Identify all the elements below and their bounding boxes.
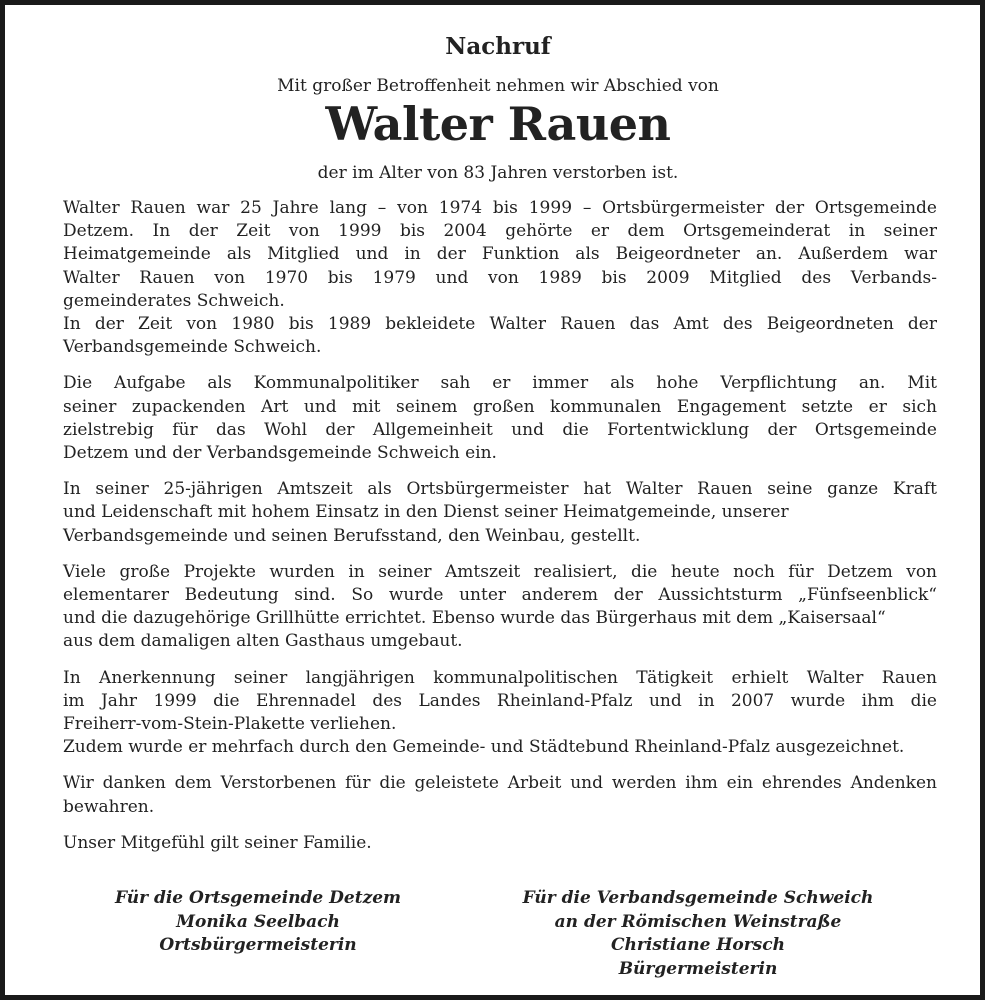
text-line: und die dazugehörige Grillhütte errichtet. Ebenso wurde das Bürgerhaus mit dem „Kaisersaal“ xyxy=(63,608,886,629)
signature-role: Ortsbürgermeisterin xyxy=(159,935,357,955)
text-line: zielstrebig für das Wohl der Allgemeinheit und die Fortentwicklung der Ortsgemeinde xyxy=(63,419,937,440)
text-line: In Anerkennung seiner langjährigen kommunalpolitischen Tätigkeit erhielt Walter Rauen xyxy=(63,667,937,688)
text-line: und Leidenschaft mit hohem Einsatz in den Dienst seiner Heimatgemeinde, unserer xyxy=(63,502,789,523)
intro-line: Mit großer Betroffenheit nehmen wir Abschied von xyxy=(277,76,719,96)
text-line: Viele große Projekte wurden in seiner Amtszeit realisiert, die heute noch für Detzem von xyxy=(63,561,937,582)
text-line: Zudem wurde er mehrfach durch den Gemeinde- und Städtebund Rheinland-Pfalz ausgezeichnet. xyxy=(63,737,905,758)
text-line: seiner zupackenden Art und mit seinem großen kommunalen Engagement setzte er sich xyxy=(63,396,937,417)
paragraph-career xyxy=(63,197,937,359)
signature-org-subtitle: an der Römischen Weinstraße xyxy=(554,911,842,932)
paragraph-sympathy xyxy=(63,832,937,855)
text-line: Die Aufgabe als Kommunalpolitiker sah er immer als hohe Verpflichtung an. Mit xyxy=(63,373,937,394)
text-line: In seiner 25-jährigen Amtszeit als Ortsbürgermeister hat Walter Rauen seine ganze Kraft xyxy=(63,479,937,500)
text-line: im Jahr 1999 die Ehrennadel des Landes Rheinland-Pfalz und in 2007 wurde ihm die xyxy=(63,690,937,711)
signature-person: Christiane Horsch xyxy=(611,935,785,955)
text-line: Wir danken dem Verstorbenen für die geleistete Arbeit und werden ihm ein ehrendes Andenken xyxy=(63,773,937,794)
paragraph-projects xyxy=(63,561,937,654)
signature-org: Für die Ortsgemeinde Detzem xyxy=(114,888,402,908)
signature-org: Für die Verbandsgemeinde Schweich xyxy=(522,888,874,908)
text-line: elementarer Bedeutung sind. So wurde unter anderem der Aussichtsturm „Fünfseenblick“ xyxy=(63,585,937,606)
paragraph-tenure xyxy=(63,478,937,548)
text-line: In der Zeit von 1980 bis 1989 bekleidete Walter Rauen das Amt des Beigeordneten der xyxy=(63,314,937,335)
text-line: Verbandsgemeinde Schweich. xyxy=(63,337,322,358)
age-line: der im Alter von 83 Jahren verstorben ist. xyxy=(317,163,679,183)
paragraph-thanks xyxy=(63,772,937,818)
signature-block-verbandsgemeinde xyxy=(508,887,888,981)
signature-person: Monika Seelbach xyxy=(176,911,340,932)
obituary-body xyxy=(63,197,937,868)
signature-role: Bürgermeisterin xyxy=(618,958,778,979)
text-line: bewahren. xyxy=(63,796,155,817)
text-line: gemeinderates Schweich. xyxy=(63,290,285,311)
text-line: Heimatgemeinde als Mitglied und in der Funktion als Beigeordneter an. Außerdem war xyxy=(63,244,937,265)
paragraph-honors xyxy=(63,667,937,760)
text-line: Unser Mitgefühl gilt seiner Familie. xyxy=(63,832,372,853)
deceased-name: Walter Rauen xyxy=(325,97,671,151)
text-line: Freiherr-vom-Stein-Plakette verliehen. xyxy=(63,714,397,735)
text-line: Detzem. In der Zeit von 1999 bis 2004 gehörte er dem Ortsgemeinderat in seiner xyxy=(63,221,937,242)
text-line: aus dem damaligen alten Gasthaus umgebaut. xyxy=(63,631,463,652)
paragraph-duty xyxy=(63,372,937,465)
page-title: Nachruf xyxy=(445,33,551,60)
text-line: Verbandsgemeinde und seinen Berufsstand, den Weinbau, gestellt. xyxy=(63,525,641,546)
signature-block-ortsgemeinde xyxy=(58,887,458,958)
text-line: Detzem und der Verbandsgemeinde Schweich ein. xyxy=(63,443,497,464)
text-line: Walter Rauen von 1970 bis 1979 und von 1989 bis 2009 Mitglied des Verbands- xyxy=(63,267,937,288)
text-line: Walter Rauen war 25 Jahre lang – von 1974 bis 1999 – Ortsbürgermeister der Ortsgemeinde xyxy=(63,198,937,218)
